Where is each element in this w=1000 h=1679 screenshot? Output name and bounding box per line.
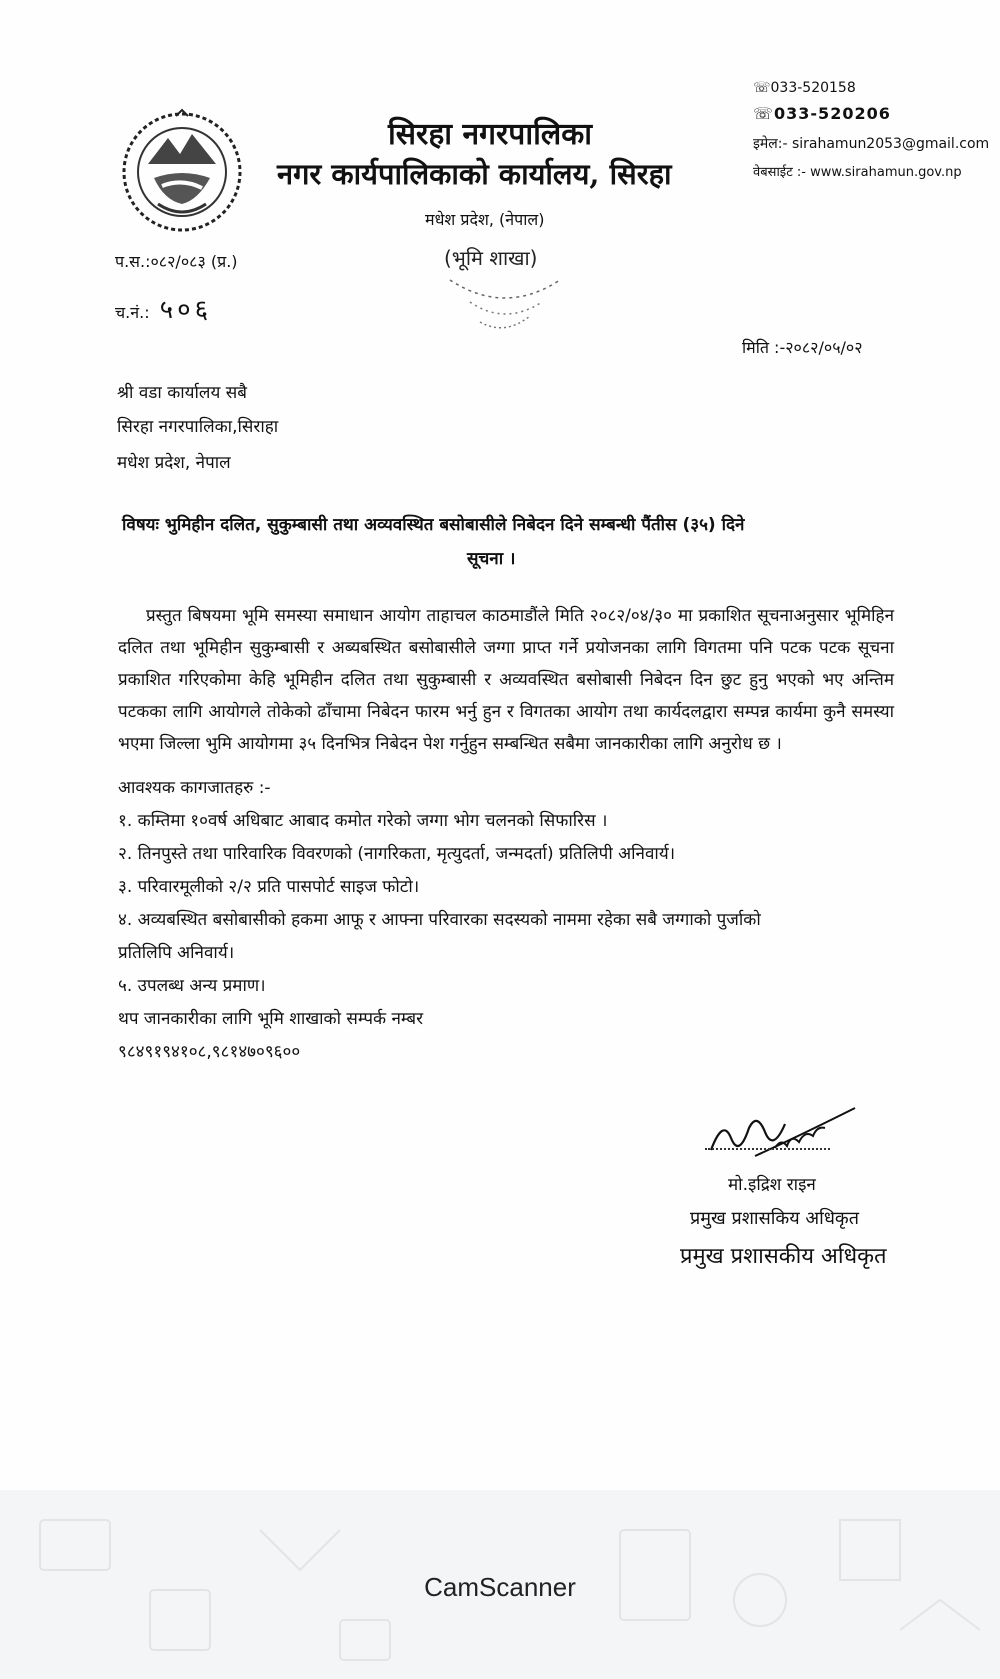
signatory-title-stamp: प्रमुख प्रशासकीय अधिकृत (680, 1244, 887, 1269)
municipality-name: सिरहा नगरपालिका (388, 117, 593, 152)
signature-line (705, 1148, 830, 1150)
documents-heading: आवश्यक कागजातहरु :- (118, 778, 271, 798)
signatory-title: प्रमुख प्रशासकिय अधिकृत (690, 1208, 859, 1229)
list-item: ५. उपलब्ध अन्य प्रमाण। (118, 976, 266, 996)
cn-handwritten: ५०६ (159, 295, 213, 325)
list-item: २. तिनपुस्ते तथा पारिवारिक विवरणको (नागरिकता, मृत्युदर्ता, जन्मदर्ता) प्रतिलिपी अनिवार्य। (118, 844, 676, 864)
reference-ps: प.स.:०८२/०८३ (प्र.) (115, 252, 238, 271)
phone-2: ☏033-520206 (753, 104, 891, 123)
website: वेबसाईट :- www.sirahamun.gov.np (753, 165, 962, 180)
contact-line: थप जानकारीका लागि भूमि शाखाको सम्पर्क नम्बर (118, 1009, 424, 1029)
handwritten-signature (705, 1098, 875, 1168)
camscanner-brand: CamScanner (424, 1572, 576, 1602)
documents-list (118, 772, 908, 1069)
scanner-footer (0, 1490, 1000, 1679)
recipient-line-2: सिरहा नगरपालिका,सिराहा (117, 417, 279, 437)
recipient-line-3: मधेश प्रदेश, नेपाल (117, 453, 231, 473)
stamp-text: (भूमि शाखा) (444, 246, 538, 270)
body-paragraph: प्रस्तुत बिषयमा भूमि समस्या समाधान आयोग ताहाचल काठमाडौंले मिति २०८२/०४/३० मा प्रकाशित सूचनाअनुसार भूमिहिन दलित तथा भूमिहीन सुकुम्बासी र अब्यबस्थित बसोबासीले जग्गा प्राप्त गर्ने प्रयोजनका लागि विगतमा पनि पटक पटक सूचना प्रकाशित गरिएकोमा केहि भूमिहीन दलित तथा सुकुम्बासी र अव्यवस्थित बसोबासी निबेदन दिन छुट हुनु भएको भए अन्तिम पटकका लागि आयोगले तोकेको ढाँचामा निबेदन फारम भर्नु हुन र विगतका आयोग तथा कार्यदलद्वारा सम्पन्न कार्यमा कुनै समस्या भएमा जिल्ला भुमि आयोगमा ३५ दिनभित्र निबेदन पेश गर्नुहुन सम्बन्धित सबैमा जानकारीका लागि अनुरोध छ । (118, 606, 894, 754)
recipient-line-1: श्री वडा कार्यालय सबै (117, 383, 247, 403)
list-item: ३. परिवारमूलीको २/२ प्रति पासपोर्ट साइज फोटो। (118, 877, 420, 897)
phone-1: ☏033-520158 (753, 80, 856, 96)
province-name: मधेश प्रदेश, (नेपाल) (425, 210, 545, 229)
land-section-stamp (430, 236, 580, 346)
nepal-emblem-logo (118, 108, 246, 236)
signatory-name: मो.इद्रिश राइन (728, 1175, 816, 1195)
office-name: नगर कार्यपालिकाको कार्यालय, सिरहा (277, 157, 672, 191)
contact-numbers: ९८४९१९४१०८,९८१४७०९६०० (118, 1042, 301, 1062)
subject: विषयः भुमिहीन दलित, सुकुम्बासी तथा अव्यवस्थित बसोबासीले निबेदन दिने सम्बन्धी पैंतीस (३५) दिने सूचना । (122, 515, 745, 569)
list-item: १. कम्तिमा १०वर्ष अधिबाट आबाद कमोत गरेको जग्गा भोग चलनको सिफारिस । (118, 811, 608, 831)
list-item: ४. अव्यबस्थित बसोबासीको हकमा आफू र आफ्ना परिवारका सदस्यको नाममा रहेका सबै जग्गाको पुर्जाको प्रतिलिपि अनिवार्य। (118, 910, 761, 963)
letter-date: मिति :-२०८२/०५/०२ (742, 338, 863, 357)
email: इमेल:- sirahamun2053@gmail.com (753, 136, 990, 152)
stamp-marks (430, 236, 580, 346)
reference-cn: च.नं.: ५०६ (115, 295, 213, 325)
